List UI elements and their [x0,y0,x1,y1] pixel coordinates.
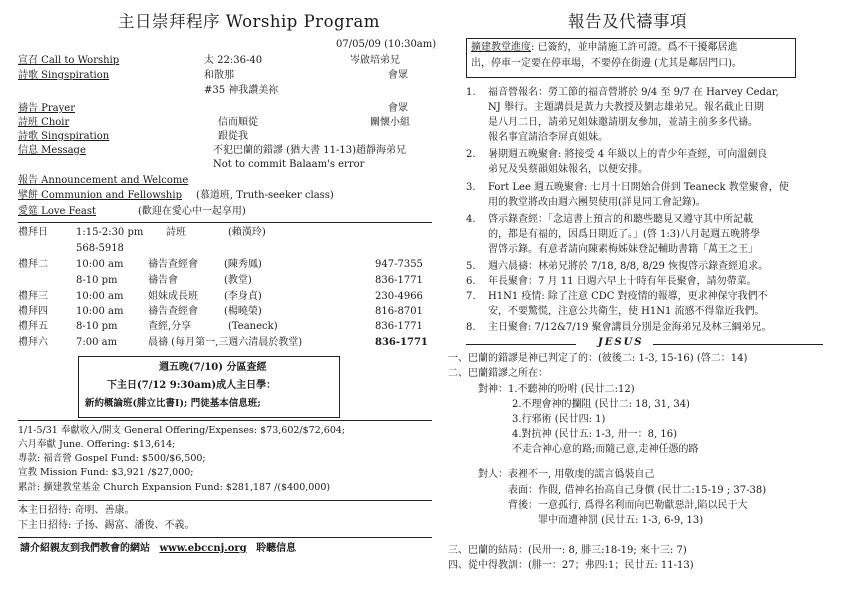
sermon-point: 罪中而遭神罰 (民廿五: 1-3, 6-9, 13) [538,515,704,526]
schedule-time: 10:00 am [76,259,124,270]
announcement-line: 是八月二日，請弟兄姐妹邀請朋友參加，並請主前多多代禱。 [488,117,758,128]
program-leader: 岑啟培弟兄 [350,55,400,66]
schedule-phone: 836-1771 [375,337,428,348]
schedule-time: 1:15-2:30 pm [76,227,144,238]
program-label: 宣召 Call to Worship [18,55,120,66]
item-number: 4. [466,214,476,225]
schedule-phone: 836-1771 [375,275,423,286]
website-link[interactable]: www.ebccnj.org [159,543,247,554]
host-line: 下主日招待: 子扬、錫富、潘俊、不義。 [18,520,195,531]
announcement-line: 年長聚會：7 月 11 日週六早上十時有年長聚會，請勿帶菜。 [488,276,757,287]
item-number: 1. [466,87,476,98]
service-date: 07/05/09 (10:30am) [336,39,437,50]
schedule-day: 禮拜二 [18,259,48,270]
schedule-time: 568-5918 [76,243,124,254]
notice-line1 [471,43,738,53]
website-footer [20,544,296,554]
item-number: 7. [466,291,476,302]
sermon-point: 三、巴蘭的結局：(民卅一: 8, 腓三:18-19; 來十三: 7) [448,545,687,556]
sermon-point: 表面：作假, 借神名抬高自己身價 (民廿二:15-19 ; 37-38) [508,485,767,496]
announcement-line: NJ 舉行。主題講員是黃力夫教授及劉志雄弟兄。報名截止日期 [488,102,764,113]
schedule-time: 10:00 am [76,306,124,317]
worship-program-title: 主日崇拜程序 Worship Program [118,12,380,31]
divider [466,344,576,345]
program-leader: 趙靜海弟兄 [356,145,406,156]
announcement-line: 週六晨禱：林弟兄將於 7/18, 8/8, 8/29 恢復啓示錄查經追求。 [488,261,769,272]
program-leader: 會眾 [388,70,408,81]
announcement-line: 暑期週五晚聚會: 將接受 4 年級以上的青少年查經，可向溫劍良 [488,149,768,160]
schedule-time: 10:00 am [76,291,124,302]
program-label: 信息 Message [18,145,86,156]
schedule-phone: 836-1771 [375,321,423,332]
announcement-line: 報名事宜請洽李屏貞姐妹。 [488,132,608,143]
announcement-line: 的，都是有福的，因爲日期近了。」(啓 1:3)八月起週五晚將學 [488,229,761,240]
footer-text-end: 聆聽信息 [256,543,297,554]
schedule-phone: 230-4966 [375,291,423,302]
schedule-time: 8-10 pm [76,275,118,286]
program-detail: Not to commit Balaam's error [213,159,365,170]
schedule-day: 禮拜五 [18,321,48,332]
friday-study-box [78,356,340,418]
left-column [18,0,437,595]
schedule-person: (賴漢玲) [228,227,266,238]
program-label: 詩歌 Singspiration [18,131,110,142]
program-detail: 和散那 [204,70,234,81]
notice-line2: 出，停車一定要在停車場，不要停在街邊 (尤其是鄰居門口)。 [471,58,742,69]
program-leader: 關懷小組 [370,117,410,128]
announcement-line: 習啓示錄。有意者請向陳素梅姊妹登記輔助書籍「萬王之王」 [488,244,758,255]
notice-label: 擴建教堂進度 [471,42,531,53]
announcements-title: 報告及代禱事項 [568,12,687,31]
program-label: 禱告 Prayer [18,103,75,114]
announcement-line: Fort Lee 週五晚聚會: 七月十日開始合併到 Teaneck 教堂聚會，使 [488,182,789,193]
program-detail: #35 神我讚美祢 [204,85,279,96]
item-number: 8. [466,322,476,333]
program-detail: 信而順從 [218,117,258,128]
announcement-line: 主日聚會: 7/12&7/19 聚會講員分別是金海弟兄及林三綱弟兄。 [488,322,772,333]
announcement-line: 福音營報名：勞工節的福音營將於 9/4 至 9/7 在 Harvey Cedar, [488,87,779,98]
schedule-day: 禮拜六 [18,337,48,348]
schedule-event: 查經,分享 [148,321,192,332]
schedule-time: 8-10 pm [76,321,118,332]
program-leader: 會眾 [388,103,408,114]
sermon-point: 四、從中得教訓：(腓一：27；弗四:1；民廿五: 11-13) [448,560,694,571]
schedule-event: 禱告查經會 [148,259,198,270]
building-notice-box [466,38,796,78]
sermon-point: 2.不理會神的攔阻 (民廿二: 18, 31, 34) [512,399,690,410]
schedule-event: 禱告查經會 [148,306,198,317]
divider [18,420,432,421]
friday-box-line3: 新約概論班(腓立比書Ⅰ); 門徒基本信息班; [85,398,261,409]
schedule-day: 禮拜三 [18,291,48,302]
finance-line: 宣教 Mission Fund: $3,921 /$27,000; [18,467,194,478]
announcement-line: 啓示錄查經：「念這書上預言的和聽些聽見又遵守其中所記載 [488,214,753,225]
announcement-line: 用的教堂將改由週六團契使用(詳見同工會記錄)。 [488,197,706,208]
schedule-time: 7:00 am [76,337,118,348]
finance-line: 1/1-5/31 奉獻收入/開支 General Offering/Expenses: $73,602/$72,604; [18,425,346,436]
program-label: 詩班 Choir [18,117,70,128]
program-detail: (歡迎在愛心中一起享用) [138,206,246,217]
program-detail: 跟從我 [218,131,248,142]
announcement-line: 安，不要驚慌，注意公共衛生，使 H1N1 流感不得靠近我們。 [488,306,765,317]
program-label: 報告 Announcement and Welcome [18,175,189,186]
finance-line: 累計: 擴建教堂基金 Church Expansion Fund: $281,187 /($400,000) [18,482,331,493]
schedule-phone: 816-8701 [375,306,423,317]
schedule-phone: 947-7355 [375,259,423,270]
item-number: 3. [466,182,476,193]
schedule-person: (楊曉榮) [224,306,262,317]
item-number: 2. [466,149,476,160]
schedule-event: 姐妹成長班 [148,291,198,302]
schedule-day: 禮拜四 [18,306,48,317]
sermon-point: 4.對抗神 (民廿五: 1-3, 卅一：8, 16) [512,429,677,440]
friday-box-line1: 週五晚(7/10) 分區查經 [159,362,267,373]
program-label: 詩歌 Singspiration [18,70,110,81]
schedule-person: (教堂) [224,275,252,286]
jesus-banner: JESUS [598,337,644,348]
sermon-point: 二、巴蘭錯謬之所在： [448,368,548,379]
divider [18,500,432,501]
finance-line: 六月奉獻 June. Offering: $13,614; [18,439,176,450]
schedule-event: 禱告會 [148,275,178,286]
schedule-person: (李身貞) [224,291,262,302]
divider [18,537,432,538]
notice-text1: : 已簽約，並申請施工許可證。爲不干擾鄰居進 [531,42,738,53]
finance-line: 專款: 福音營 Gospel Fund: $500/$6,500; [18,453,206,464]
program-detail: 太 22:36-40 [204,55,263,66]
sermon-point: 3.行邪術 (民廿四: 1) [512,414,606,425]
announcement-line: H1N1 疫情: 除了注意 CDC 對疫情的報導，更求神保守我們不 [488,291,768,302]
divider [653,344,823,345]
program-detail: 不犯巴蘭的錯謬 (猶大書 11-13) [213,145,356,156]
schedule-person: (Teaneck) [228,321,278,332]
program-label: 擘餅 Communion and Fellowship [18,190,182,201]
sermon-point: 對人：表裡不一, 用敬虔的謊言僞裝自己 [478,469,655,480]
divider [18,222,432,223]
item-number: 5. [466,261,476,272]
sermon-point: 不走合神心意的路;而隨己意,走神任憑的路 [512,444,699,455]
schedule-person: (陳秀鳳) [224,259,262,270]
friday-box-line2: 下主日(7/12 9:30am)成人主日學： [107,380,277,391]
sermon-point: 一、巴蘭的錯謬是神已判定了的：(彼後二: 1-3, 15-16) (啓二：14) [448,353,748,364]
sermon-point: 背後：一意孤行, 爲得名利而向巴勒獻惡計,陷以民于大 [508,500,748,511]
schedule-event: 詩班 [166,227,186,238]
program-detail: (慕道班, Truth-seeker class) [196,190,334,201]
schedule-day: 禮拜日 [18,227,48,238]
footer-text: 請介紹親友到我們教會的網站 [20,543,150,554]
announcement-line: 弟兄及吳蔡韻姐妹報名，以便安排。 [488,164,648,175]
right-column [448,0,832,595]
host-line: 本主日招待: 奇明、善康。 [18,505,135,516]
program-label: 愛筵 Love Feast [18,206,97,217]
sermon-point: 對神：1.不聽神的吩咐 (民廿二:12) [478,384,635,395]
item-number: 6. [466,276,476,287]
schedule-event: 晨禱 (每月第一,三週六清晨於教堂) [148,337,303,348]
